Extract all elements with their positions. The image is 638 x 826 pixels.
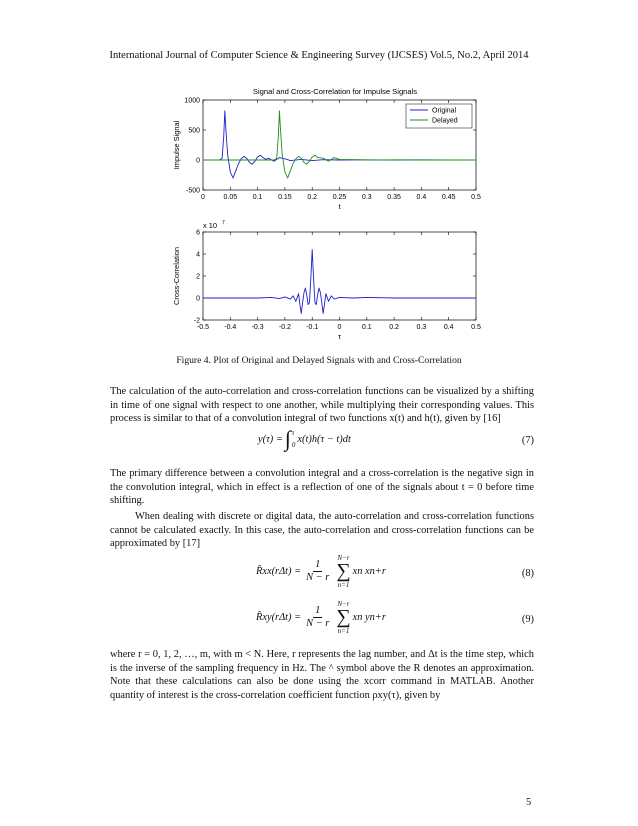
equation-9	[110, 598, 534, 642]
eq8-numerator: 1	[315, 559, 321, 570]
eq9-summand: xn yn+r	[352, 612, 386, 623]
y-axis-label: Impulse Signal	[172, 120, 181, 170]
y-tick-label: 0	[196, 295, 200, 303]
summation-sign: N−r ∑ n=1	[336, 554, 351, 589]
y-tick-label: 4	[196, 251, 200, 259]
eq8-lower-limit: n=1	[337, 581, 350, 589]
figure-caption: Figure 4. Plot of Original and Delayed Signals with and Cross-Correlation	[176, 355, 462, 366]
x-tick-label: -0.5	[196, 324, 210, 331]
equation-7	[110, 425, 534, 457]
paragraph-convolution-intro: The calculation of the auto-correlation and cross-correlation functions can be visualized by a shifting in time of one signal with respect to one another, while multiplying their corresponding values. This process is similar to that of a convolution integral of two functions x(t) and h(t), given by [16]	[110, 386, 534, 425]
y-tick-label: -2	[193, 317, 200, 325]
running-header: International Journal of Computer Science & Engineering Survey (IJCSES) Vol.5, No.2, April 2014	[109, 50, 529, 61]
x-tick-label: -0.1	[306, 324, 319, 331]
y-tick-label: 0	[196, 157, 200, 165]
eq7-upper-limit: τ	[291, 429, 295, 437]
equation-9-body	[256, 600, 386, 635]
y-scale-exponent: 7	[222, 220, 225, 226]
eq9-numerator: 1	[315, 605, 321, 616]
y-axis-label: Cross-Correlation	[172, 247, 181, 305]
x-axis-label: τ	[338, 332, 341, 341]
y-tick-label: -500	[185, 187, 200, 195]
paragraph-where-definitions: where r = 0, 1, 2, …, m, with m < N. Here, r represents the lag number, and Δt is the time step, which is the inverse of the sampling frequency in Hz. The ^ symbol above the R denotes an approximation. Note that these calculations can also be done using the xcorr command in MATLAB. Another quantity of interest is the cross-correlation coefficient function ρxy(τ), given by	[110, 649, 534, 701]
x-tick-label: 0.45	[441, 194, 456, 201]
x-tick-label: 0	[201, 194, 205, 201]
x-tick-label: 0.5	[471, 324, 481, 331]
x-tick-label: 0.4	[443, 324, 454, 331]
eq9-lhs: R̂xy(rΔt) =	[256, 612, 302, 623]
legend-entry: Delayed	[432, 117, 458, 125]
x-tick-label: -0.3	[251, 324, 264, 331]
x-tick-label: 0.05	[223, 194, 238, 201]
equation-7-body	[258, 427, 351, 451]
eq7-lhs: y(τ) =	[258, 433, 283, 445]
equation-7-number: (7)	[521, 435, 534, 446]
x-tick-label: -0.4	[224, 324, 237, 331]
equation-9-number: (9)	[521, 614, 534, 625]
page-number: 5	[526, 797, 532, 808]
paragraph-discrete-data: When dealing with discrete or digital data, the auto-correlation and cross-correlation functions cannot be calculated exactly. In this case, the auto-correlation and cross-correlation functions can be approximated by [17]	[110, 511, 534, 550]
eq9-denominator: N − r	[306, 618, 330, 629]
eq9-lower-limit: n=1	[337, 627, 350, 635]
figure-title: Signal and Cross-Correlation for Impulse Signals	[252, 87, 418, 96]
legend	[406, 104, 472, 128]
eq9-fraction	[304, 605, 331, 630]
x-tick-label: 0.5	[471, 194, 481, 201]
figure-signal-cross-correlation	[150, 82, 490, 352]
y-tick-label: 500	[188, 127, 200, 135]
equation-8-number: (8)	[521, 568, 534, 579]
paragraph-convolution-vs-correlation: The primary difference between a convolution integral and a cross-correlation is the negative sign in the convolution integral, which in effect is a reflection of one of the signals about t = 0 before time shifting.	[110, 468, 534, 507]
x-tick-label: 0.15	[278, 194, 292, 201]
x-tick-label: 0.25	[332, 194, 347, 201]
equation-8-body	[256, 554, 386, 589]
y-scale-multiplier: x 10	[203, 221, 217, 230]
eq9-upper-limit: N−r	[337, 600, 350, 608]
eq7-lower-limit: 0	[291, 441, 296, 449]
x-axis-label: t	[338, 202, 341, 211]
impulse-signal-plot	[172, 98, 481, 212]
integral-sign: ∫ τ 0	[284, 426, 296, 451]
x-tick-label: 0.2	[389, 324, 399, 331]
x-tick-label: 0.3	[361, 194, 372, 201]
equation-8	[110, 552, 534, 596]
eq8-lhs: R̂xx(rΔt) =	[256, 566, 302, 577]
eq8-denominator: N − r	[306, 572, 330, 583]
y-tick-label: 2	[196, 273, 200, 281]
summation-sign: N−r ∑ n=1	[336, 600, 351, 635]
x-tick-label: 0.3	[416, 324, 427, 331]
x-tick-label: 0.35	[387, 194, 401, 201]
x-tick-label: 0.4	[416, 194, 427, 201]
legend-entry: Original	[432, 107, 457, 115]
eq8-upper-limit: N−r	[337, 554, 350, 562]
eq8-summand: xn xn+r	[352, 566, 386, 577]
eq8-fraction	[304, 559, 331, 584]
x-tick-label: -0.2	[278, 324, 291, 331]
x-tick-label: 0.1	[252, 194, 263, 201]
y-tick-label: 1000	[184, 97, 200, 105]
x-tick-label: 0.2	[307, 194, 318, 201]
y-tick-label: 6	[196, 229, 200, 237]
cross-correlation-plot	[172, 220, 481, 341]
plot-frame	[203, 232, 476, 320]
x-tick-label: 0	[337, 324, 342, 331]
x-tick-label: 0.1	[361, 324, 372, 331]
eq7-integrand: x(t)h(τ − t)dt	[297, 433, 351, 445]
